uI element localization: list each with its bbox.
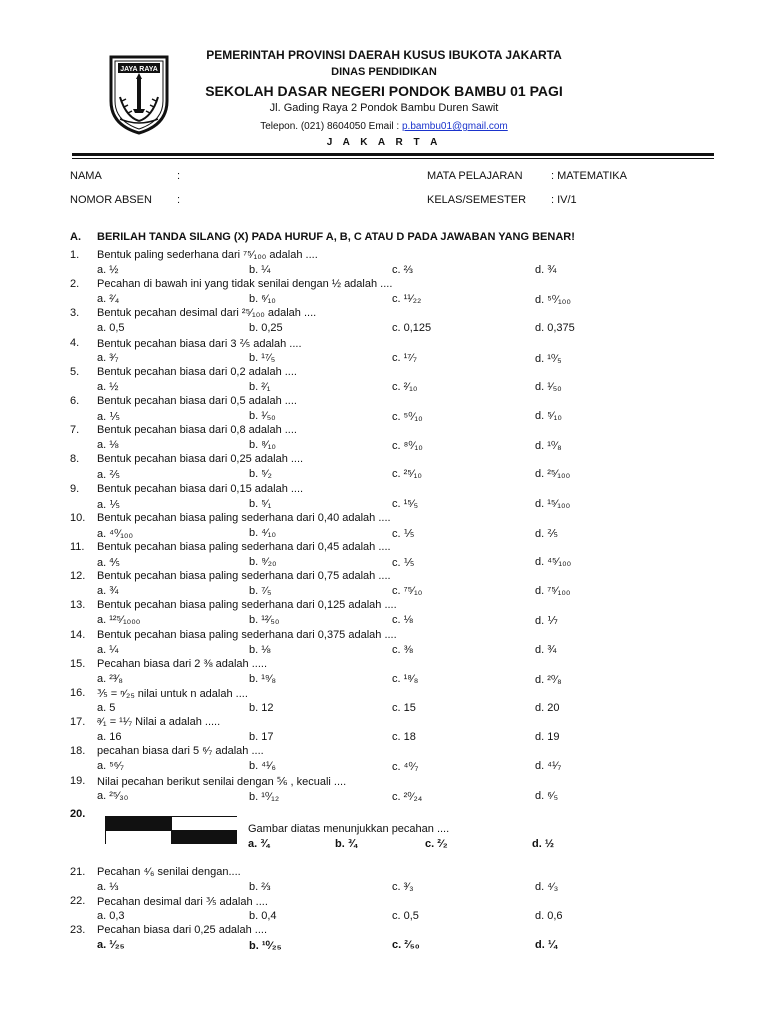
option-a[interactable]: a. ¼ [97, 643, 119, 656]
option-d[interactable]: d. 20 [535, 702, 560, 714]
option-c[interactable]: c. ²⁄₅₀ [392, 939, 420, 951]
name-label: NAMA [70, 170, 102, 182]
option-d[interactable]: d. ¹⁄₅₀ [535, 380, 562, 393]
question-number: 17. [70, 716, 86, 729]
question-text: Bentuk pecahan biasa paling sederhana dari 0,75 adalah .... [97, 570, 391, 583]
section-number: A. [70, 231, 81, 243]
option-d[interactable]: d. ⁴¹⁄₇ [535, 760, 562, 773]
option-d[interactable]: d. ¹⁰⁄₈ [535, 440, 562, 453]
question-number: 7. [70, 424, 80, 437]
question-item [70, 483, 710, 512]
option-d[interactable]: d. ⁶⁄₅ [535, 789, 559, 802]
option-a[interactable]: a. 5 [97, 702, 116, 714]
option-b[interactable]: b. ⁹⁄₂₀ [249, 556, 277, 568]
email-link[interactable]: p.bambu01@gmail.com [402, 121, 508, 132]
question-item [70, 924, 710, 953]
option-b[interactable]: b. ⁶⁄₁₀ [249, 293, 276, 306]
option-c[interactable]: c. ⁵⁰⁄₁₀ [392, 411, 423, 423]
option-c[interactable]: c. ⅔ [392, 264, 413, 276]
figure-cell-blank [171, 817, 237, 830]
option-d[interactable]: d. 19 [535, 731, 560, 744]
option-d[interactable]: d. ⁵⁄₁₀ [535, 410, 562, 422]
question-text: Pecahan biasa dari 0,25 adalah .... [97, 924, 268, 936]
option-c[interactable]: c. ⁴⁰⁄₇ [392, 761, 419, 774]
option-d[interactable]: d. ⁴⁄₃ [535, 881, 559, 893]
option-d[interactable]: d. ¹⁰⁄₅ [535, 352, 562, 365]
option-c[interactable]: c. ⅕ [392, 527, 415, 540]
gov-title: PEMERINTAH PROVINSI DAERAH KUSUS IBUKOTA JAKARTA [206, 48, 562, 62]
question-text: Bentuk paling sederhana dari ⁷⁵⁄₁₀₀ adalah .... [97, 249, 318, 261]
question-number: 1. [70, 249, 80, 261]
question-text: Bentuk pecahan biasa paling sederhana dari 0,375 adalah .... [97, 628, 397, 641]
option-b[interactable]: b. ⅛ [249, 643, 271, 656]
option-d[interactable]: d. 0,375 [535, 322, 575, 335]
question-item [70, 716, 710, 745]
question-text: Bentuk pecahan biasa dari 0,2 adalah .... [97, 365, 297, 378]
option-d[interactable]: d. ²⁵⁄₁₀₀ [535, 468, 571, 481]
class-value: : IV/1 [551, 194, 577, 206]
option-b[interactable]: b. ⁵⁄₂ [249, 468, 272, 481]
option-c[interactable]: c. 18 [392, 731, 416, 744]
contact-line [0, 121, 768, 132]
question-item [70, 541, 710, 570]
question-number: 3. [70, 307, 80, 320]
question-text: Bentuk pecahan biasa paling sederhana dari 0,45 adalah .... [97, 541, 391, 553]
name-colon: : [177, 170, 181, 182]
question-text: Gambar diatas menunjukkan pecahan .... [248, 823, 450, 835]
question-number: 22. [70, 895, 86, 907]
question-text: ᵃ⁄₁ = ¹¹⁄₇ Nilai a adalah ..... [97, 716, 221, 729]
question-number: 15. [70, 657, 86, 670]
option-a[interactable]: a. ²⁵⁄₃₀ [97, 789, 129, 802]
question-text: Bentuk pecahan desimal dari ²⁵⁄₁₀₀ adalah .... [97, 307, 317, 320]
option-d[interactable]: d. ⅐ [535, 615, 558, 628]
question-number: 9. [70, 482, 80, 495]
option-c[interactable]: c. 0,5 [392, 910, 419, 922]
question-item [70, 895, 710, 924]
option-a[interactable]: a. 16 [97, 731, 122, 744]
option-d[interactable]: d. ²⁰⁄₈ [535, 673, 562, 686]
question-item [70, 337, 710, 366]
absen-label: NOMOR ABSEN [70, 194, 152, 206]
option-b[interactable]: b. ¹⁷⁄₅ [249, 351, 276, 364]
question-text: Bentuk pecahan biasa dari 0,15 adalah .... [97, 482, 304, 495]
question-20 [70, 808, 710, 858]
option-b[interactable]: b. 0,25 [249, 322, 283, 335]
option-a[interactable]: a. ⁵⁶⁄₇ [97, 760, 124, 773]
question-text: Pecahan desimal dari ⅗ adalah .... [97, 896, 268, 908]
option-b[interactable]: b. 17 [249, 731, 274, 744]
option-b[interactable]: b. ¼ [249, 264, 271, 276]
question-number: 13. [70, 599, 86, 612]
question-number: 19. [70, 774, 86, 787]
question-text: Bentuk pecahan biasa paling sederhana dari 0,40 adalah .... [97, 511, 391, 524]
school-name: SEKOLAH DASAR NEGERI PONDOK BAMBU 01 PAGI [205, 83, 563, 99]
option-a[interactable]: a. ⅓ [97, 881, 119, 893]
question-item [70, 745, 710, 774]
option-a[interactable]: a. ¾ [97, 585, 119, 598]
city-name: J A K A R T A [326, 137, 442, 148]
class-label: KELAS/SEMESTER [427, 194, 527, 206]
question-number: 2. [70, 278, 80, 291]
question-item [70, 687, 710, 716]
question-text: Bentuk pecahan biasa dari 0,25 adalah .... [97, 453, 304, 466]
option-b[interactable]: b. ¹⁄₅₀ [249, 410, 276, 422]
question-text: Pecahan ⁴⁄₆ senilai dengan.... [97, 866, 241, 878]
option-d[interactable]: d. ⁴⁵⁄₁₀₀ [535, 556, 572, 568]
option-c[interactable]: c. 15 [392, 702, 416, 714]
option-b[interactable]: b. ²⁄₁ [249, 380, 271, 393]
option-a[interactable]: a. ½ [97, 264, 119, 276]
question-item [70, 249, 710, 278]
option-a[interactable]: a. ³⁄₇ [97, 351, 119, 364]
option-b[interactable]: b. ⁴¹⁄₆ [249, 760, 276, 773]
header-divider-thin [72, 158, 714, 159]
phone-text: Telepon. (021) 8604050 Email : [260, 121, 402, 132]
option-c[interactable]: c. ²⁄₂ [425, 838, 448, 850]
option-a[interactable]: a. 0,5 [97, 322, 125, 335]
option-c[interactable]: c. ²⁰⁄₂₄ [392, 790, 423, 803]
option-c[interactable]: c. ⁷⁵⁄₁₀ [392, 585, 423, 598]
fraction-figure [105, 816, 237, 844]
option-b[interactable]: b. 0,4 [249, 910, 277, 922]
question-item [70, 599, 710, 628]
question-item [70, 866, 710, 895]
option-a[interactable]: a. ⅖ [97, 469, 120, 482]
option-c[interactable]: c. ²⁄₁₀ [392, 380, 418, 393]
option-c[interactable]: c. ⅜ [392, 643, 413, 656]
question-text: Bentuk pecahan biasa dari 3 ⅖ adalah .... [97, 337, 302, 350]
question-number: 11. [70, 541, 85, 553]
figure-cell-shaded [106, 817, 171, 830]
option-a[interactable]: a. ⅘ [97, 557, 120, 569]
option-d[interactable]: d. ⅖ [535, 527, 558, 540]
question-item [70, 570, 710, 599]
question-text: Bentuk pecahan biasa dari 0,5 adalah .... [97, 395, 297, 407]
question-number: 12. [70, 570, 86, 583]
option-a[interactable]: a. 0,3 [97, 910, 125, 922]
question-item [70, 424, 710, 453]
option-a[interactable]: a. ⅕ [97, 498, 120, 511]
option-c[interactable]: c. ¹⁵⁄₅ [392, 497, 419, 510]
question-text: Pecahan di bawah ini yang tidak senilai dengan ½ adalah .... [97, 278, 393, 291]
option-c[interactable]: c. ⁸⁰⁄₁₀ [392, 440, 423, 453]
option-d[interactable]: d. ⁷⁵⁄₁₀₀ [535, 585, 571, 598]
option-b[interactable]: b. ⁸⁄₁₀ [249, 439, 276, 452]
school-address: Jl. Gading Raya 2 Pondok Bambu Duren Sawit [269, 102, 499, 114]
section-instruction: BERILAH TANDA SILANG (X) PADA HURUF A, B, C ATAU D PADA JAWABAN YANG BENAR! [97, 231, 575, 243]
question-text: ⅗ = ⁿ⁄₂₅ nilai untuk n adalah .... [97, 688, 248, 700]
question-number: 21. [70, 866, 86, 878]
option-b[interactable]: b. ¹²⁄₅₀ [249, 614, 280, 627]
question-number: 18. [70, 745, 86, 758]
option-b[interactable]: b. ¾ [335, 838, 358, 850]
option-b[interactable]: b. ⁵⁄₁ [249, 497, 272, 510]
question-item [70, 453, 710, 482]
option-a[interactable]: a. ½ [97, 380, 119, 393]
subject-value: : MATEMATIKA [551, 170, 627, 182]
question-text: Bentuk pecahan biasa paling sederhana dari 0,125 adalah .... [97, 599, 397, 612]
question-number: 5. [70, 365, 80, 378]
option-d[interactable]: d. ¹⁵⁄₁₀₀ [535, 497, 571, 510]
option-a[interactable]: a. ⅛ [97, 439, 119, 452]
question-item [70, 366, 710, 395]
option-d[interactable]: d. ¾ [535, 643, 557, 656]
option-b[interactable]: b. ⁷⁄₅ [249, 585, 272, 598]
question-number: 23. [70, 924, 86, 936]
department-title: DINAS PENDIDIKAN [331, 66, 437, 78]
question-number: 6. [70, 395, 80, 407]
option-c[interactable]: c. ²⁵⁄₁₀ [392, 468, 422, 481]
option-c[interactable]: c. ¹⁷⁄₇ [392, 351, 417, 364]
absen-colon: : [177, 194, 181, 206]
question-item [70, 658, 710, 687]
question-text: Nilai pecahan berikut senilai dengan ⅚ , kecuali .... [97, 775, 347, 788]
option-a[interactable]: a. ¾ [248, 838, 270, 850]
question-item [70, 307, 710, 336]
figure-cell-shaded [171, 830, 236, 843]
option-a[interactable]: a. ¹⁄₂₅ [97, 939, 125, 951]
option-d[interactable]: d. ⁵⁰⁄₁₀₀ [535, 294, 571, 307]
question-number: 10. [70, 511, 86, 524]
option-b[interactable]: b. ¹⁹⁄₈ [249, 672, 277, 685]
question-text: pecahan biasa dari 5 ⁶⁄₇ adalah .... [97, 745, 264, 758]
option-b[interactable]: b. ⁴⁄₁₀ [249, 526, 277, 539]
option-d[interactable]: d. ½ [532, 838, 555, 850]
option-d[interactable]: d. ¼ [535, 939, 558, 951]
question-item [70, 512, 710, 541]
option-d[interactable]: d. 0,6 [535, 910, 563, 922]
question-text: Bentuk pecahan biasa dari 0,8 adalah .... [97, 424, 297, 437]
header-divider-thick [72, 153, 714, 156]
option-b[interactable]: b. 12 [249, 702, 274, 714]
option-a[interactable]: a. ⁴⁰⁄₁₀₀ [97, 527, 134, 540]
option-a[interactable]: a. ¹²⁵⁄₁₀₀₀ [97, 614, 141, 627]
question-number: 14. [70, 628, 86, 641]
option-c[interactable]: c. ⅕ [392, 557, 415, 569]
option-c[interactable]: c. ¹⁸⁄₈ [392, 672, 419, 685]
question-number: 8. [70, 453, 80, 466]
option-c[interactable]: c. ¹¹⁄₂₂ [392, 293, 422, 306]
option-a[interactable]: a. ²⁄₄ [97, 293, 120, 306]
question-item [70, 278, 710, 307]
option-c[interactable]: c. ⅛ [392, 614, 413, 627]
question-item [70, 775, 710, 804]
option-d[interactable]: d. ¾ [535, 264, 557, 276]
option-b[interactable]: b. ¹⁰⁄₁₂ [249, 790, 280, 803]
question-item [70, 395, 710, 424]
option-b[interactable]: b. ¹⁰⁄₂₅ [249, 940, 282, 952]
option-c[interactable]: c. 0,125 [392, 322, 432, 335]
question-number: 4. [70, 336, 80, 349]
svg-text:JAYA RAYA: JAYA RAYA [120, 66, 158, 73]
option-b[interactable]: b. ⅔ [249, 881, 271, 893]
figure-cell-blank [106, 830, 171, 844]
school-letterhead [0, 0, 768, 160]
option-c[interactable]: c. ³⁄₃ [392, 881, 414, 893]
question-item [70, 629, 710, 658]
option-a[interactable]: a. ²³⁄₈ [97, 672, 123, 685]
question-number: 20. [70, 808, 86, 820]
question-text: Pecahan biasa dari 2 ⅜ adalah ..... [97, 657, 268, 670]
question-number: 16. [70, 687, 86, 699]
option-a[interactable]: a. ⅕ [97, 411, 120, 423]
subject-label: MATA PELAJARAN [427, 170, 523, 182]
